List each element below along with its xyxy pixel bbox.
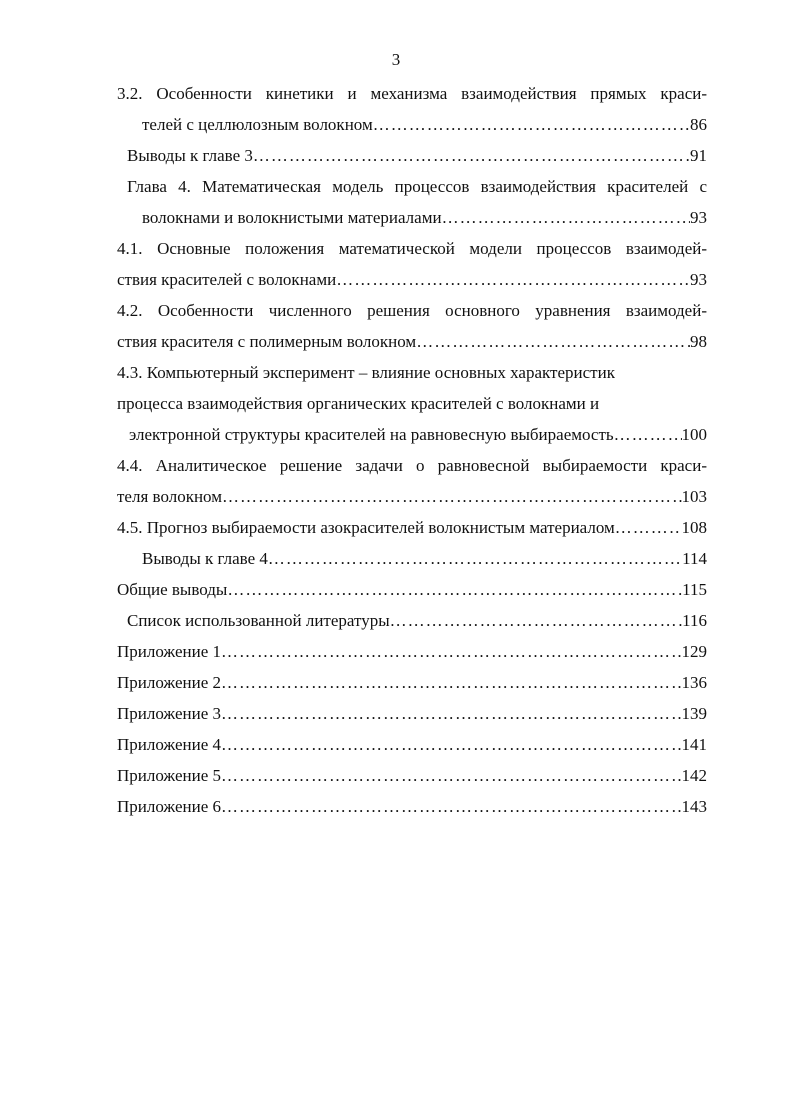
toc-entry-chapter-4[interactable]: [117, 171, 707, 233]
toc-last-line: [117, 605, 707, 636]
toc-page: 86: [690, 115, 707, 134]
leader-dots: [221, 760, 682, 791]
toc-title: Приложение 5: [117, 766, 221, 785]
toc-line: Глава 4. Математическая модель процессов взаимодействия красителей с: [127, 177, 707, 196]
toc-line: 4.1. Основные положения математической модели процессов взаимодей-: [117, 239, 707, 258]
leader-dots: [221, 667, 682, 698]
toc-entry-appendix-6[interactable]: [117, 791, 707, 822]
toc-page: 114: [682, 549, 707, 568]
toc-title: Выводы к главе 3: [127, 146, 253, 165]
toc-entry-appendix-2[interactable]: [117, 667, 707, 698]
toc-title: волокнами и волокнистыми материалами: [142, 208, 442, 227]
leader-dots: [336, 264, 690, 295]
leader-dots: [390, 605, 682, 636]
toc-title: Выводы к главе 4: [142, 549, 268, 568]
leader-dots: [222, 481, 682, 512]
toc-title: Общие выводы: [117, 580, 228, 599]
leader-dots: [373, 109, 690, 140]
toc-title: ствия красителя с полимерным волокном: [117, 332, 417, 351]
leader-dots: [221, 791, 682, 822]
toc-last-line: [117, 760, 707, 791]
toc-page: 108: [681, 518, 707, 537]
leader-dots: [253, 140, 690, 171]
toc-last-line: [117, 574, 707, 605]
toc-line: 4.4. Аналитическое решение задачи о равновесной выбираемости краси-: [117, 456, 707, 475]
leader-dots: [221, 636, 682, 667]
toc-title: Приложение 1: [117, 642, 221, 661]
toc-entry-4-4[interactable]: [117, 450, 707, 512]
toc-last-line: [117, 543, 707, 574]
leader-dots: [615, 512, 682, 543]
toc-page: 103: [681, 487, 707, 506]
toc-last-line: [117, 791, 707, 822]
toc-title: Список использованной литературы: [127, 611, 390, 630]
toc-page: 98: [690, 332, 707, 351]
toc-title: ствия красителей с волокнами: [117, 270, 337, 289]
leader-dots: [442, 202, 690, 233]
page-number: 3: [391, 50, 401, 69]
toc-last-line: [117, 512, 707, 543]
toc-page: 142: [681, 766, 707, 785]
toc-page: 141: [681, 735, 707, 754]
toc-page: 136: [681, 673, 707, 692]
toc-title: телей с целлюлозным волокном: [142, 115, 373, 134]
toc-line: 4.2. Особенности численного решения основного уравнения взаимодей-: [117, 301, 707, 320]
toc-title: Приложение 3: [117, 704, 221, 723]
toc-title: 4.5. Прогноз выбираемости азокрасителей волокнистым материалом: [117, 518, 615, 537]
toc-title: Приложение 2: [117, 673, 221, 692]
toc-entry-general-conclusions[interactable]: [117, 574, 707, 605]
toc-last-line: [117, 202, 707, 233]
toc-page: 100: [681, 425, 707, 444]
toc-title: электронной структуры красителей на равновесную выбираемость: [129, 425, 614, 444]
toc-last-line: [117, 109, 707, 140]
toc-entry-conclusions-3[interactable]: [117, 140, 707, 171]
toc-entry-4-5[interactable]: [117, 512, 707, 543]
toc-page: 93: [690, 208, 707, 227]
leader-dots: [416, 326, 690, 357]
leader-dots: [268, 543, 682, 574]
toc-entry-3-2[interactable]: [117, 78, 707, 140]
toc-last-line: [117, 326, 707, 357]
leader-dots: [614, 419, 682, 450]
toc-last-line: [117, 419, 707, 450]
toc-last-line: [117, 667, 707, 698]
leader-dots: [227, 574, 682, 605]
toc-title: Приложение 4: [117, 735, 221, 754]
toc-line: 3.2. Особенности кинетики и механизма взаимодействия прямых краси-: [117, 84, 707, 103]
toc-entry-4-2[interactable]: [117, 295, 707, 357]
toc-entry-4-3[interactable]: [117, 357, 707, 450]
toc-page: 139: [681, 704, 707, 723]
toc-last-line: [117, 636, 707, 667]
toc-entry-appendix-3[interactable]: [117, 698, 707, 729]
leader-dots: [221, 698, 682, 729]
toc-entry-appendix-4[interactable]: [117, 729, 707, 760]
table-of-contents: [117, 78, 707, 822]
toc-line: процесса взаимодействия органических красителей с волокнами и: [117, 394, 600, 413]
toc-page: 143: [681, 797, 707, 816]
toc-page: 93: [690, 270, 707, 289]
toc-title: Приложение 6: [117, 797, 221, 816]
toc-last-line: [117, 264, 707, 295]
toc-page: 116: [682, 611, 707, 630]
leader-dots: [221, 729, 682, 760]
toc-title: теля волокном: [117, 487, 222, 506]
toc-page: 115: [682, 580, 707, 599]
toc-page: 129: [681, 642, 707, 661]
toc-last-line: [117, 140, 707, 171]
toc-line: 4.3. Компьютерный эксперимент – влияние основных характеристик: [117, 363, 615, 382]
toc-last-line: [117, 698, 707, 729]
toc-page: 91: [690, 146, 707, 165]
toc-entry-appendix-1[interactable]: [117, 636, 707, 667]
toc-entry-appendix-5[interactable]: [117, 760, 707, 791]
toc-entry-4-1[interactable]: [117, 233, 707, 295]
toc-entry-conclusions-4[interactable]: [117, 543, 707, 574]
toc-entry-references[interactable]: [117, 605, 707, 636]
toc-last-line: [117, 729, 707, 760]
toc-last-line: [117, 481, 707, 512]
